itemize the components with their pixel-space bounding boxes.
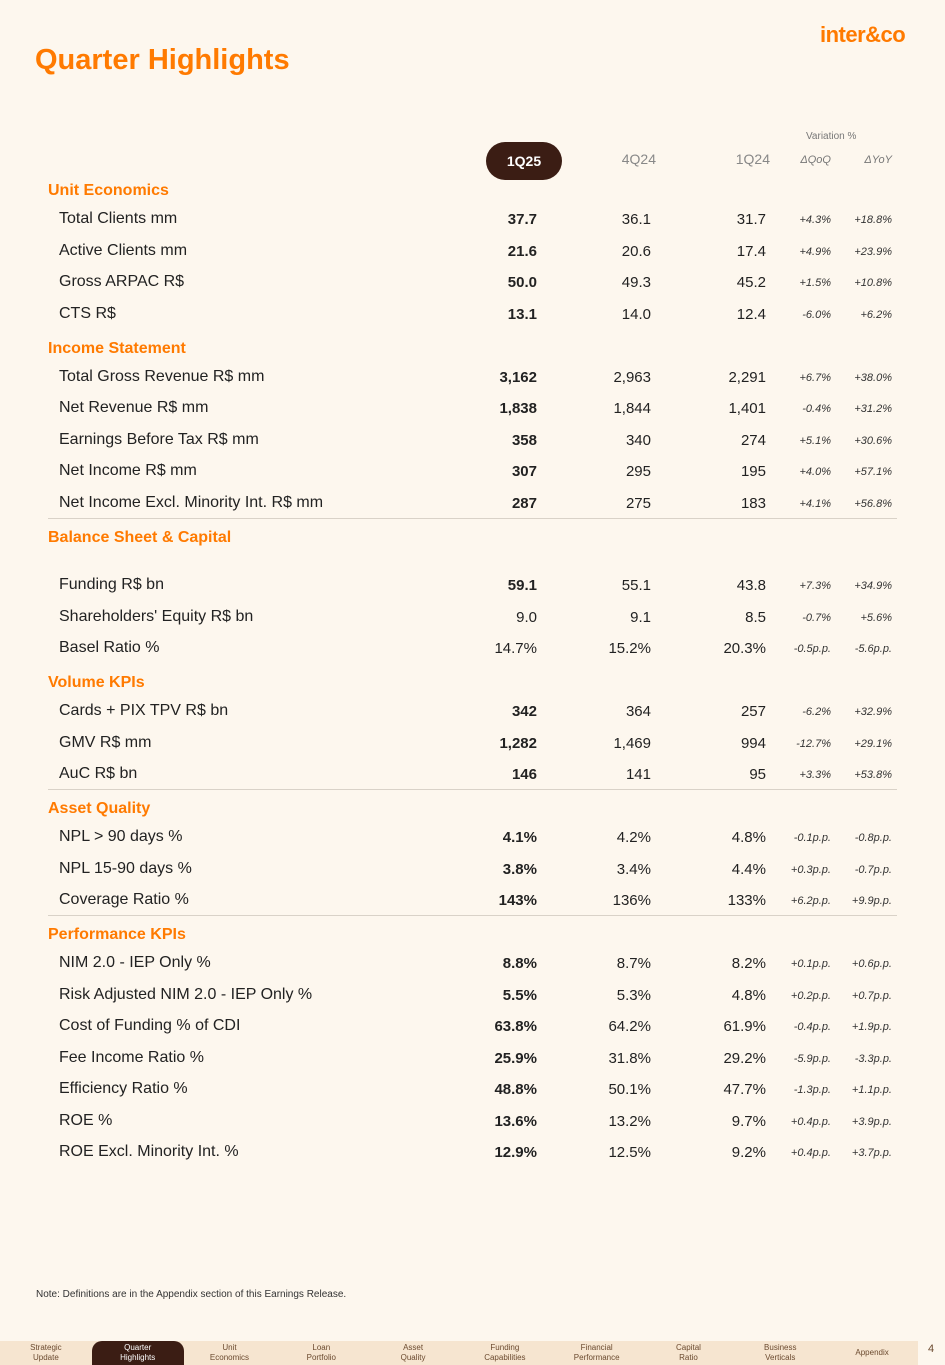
value-1q25: 307 [511, 463, 537, 480]
value-1q24: 4.8% [731, 829, 766, 846]
value-4q24: 4.2% [616, 829, 651, 846]
row-label: Coverage Ratio % [59, 891, 189, 908]
nav-tab-strategic-update[interactable]: Strategic Update [30, 1343, 62, 1362]
table-row [0, 765, 945, 787]
variation-yoy: +53.8% [854, 769, 892, 781]
section-volume-kpis: Volume KPIs [48, 674, 145, 691]
value-1q24: 20.3% [723, 640, 766, 657]
nav-tab-asset-quality[interactable]: Asset Quality [400, 1343, 426, 1362]
table-row [0, 1112, 945, 1134]
value-4q24: 49.3 [621, 274, 651, 291]
row-label: Total Clients mm [59, 210, 178, 227]
variation-yoy: +30.6% [854, 435, 892, 447]
table-row [0, 368, 945, 390]
variation-yoy: +3.9p.p. [851, 1116, 892, 1128]
table-row [0, 210, 945, 232]
table-row [0, 639, 945, 661]
variation-yoy: +57.1% [854, 466, 892, 478]
variation-qoq: +6.2p.p. [790, 895, 831, 907]
value-4q24: 295 [625, 463, 651, 480]
table-row [0, 954, 945, 976]
value-4q24: 9.1 [630, 609, 651, 626]
row-label: Gross ARPAC R$ [59, 273, 185, 290]
value-1q24: 9.2% [731, 1144, 766, 1161]
row-label: Funding R$ bn [59, 576, 164, 593]
value-1q24: 183 [740, 495, 766, 512]
value-4q24: 31.8% [608, 1050, 651, 1067]
variation-qoq: -0.7% [802, 612, 831, 624]
variation-yoy: +0.6p.p. [851, 958, 892, 970]
variation-qoq: +4.9% [799, 246, 831, 258]
row-label: ROE Excl. Minority Int. % [59, 1143, 239, 1160]
value-1q24: 274 [740, 432, 766, 449]
variation-yoy: +1.9p.p. [851, 1021, 892, 1033]
table-row [0, 273, 945, 295]
variation-yoy: +29.1% [854, 738, 892, 750]
row-label: CTS R$ [59, 305, 116, 322]
variation-qoq: +0.2p.p. [790, 990, 831, 1002]
value-4q24: 36.1 [621, 211, 651, 228]
divider [48, 789, 897, 790]
value-1q25: 143% [498, 892, 537, 909]
value-4q24: 1,469 [613, 735, 651, 752]
row-label: NPL > 90 days % [59, 828, 183, 845]
variation-yoy: -0.7p.p. [854, 864, 892, 876]
value-1q24: 95 [749, 766, 766, 783]
variation-label: Variation % [806, 131, 857, 142]
variation-qoq: -1.3p.p. [793, 1084, 831, 1096]
variation-qoq: +4.1% [799, 498, 831, 510]
row-label: Shareholders' Equity R$ bn [59, 608, 254, 625]
row-label: Net Income R$ mm [59, 462, 197, 479]
value-4q24: 2,963 [613, 369, 651, 386]
variation-qoq: -12.7% [796, 738, 831, 750]
nav-tab-financial-performance[interactable]: Financial Performance [573, 1343, 620, 1362]
table-row [0, 1017, 945, 1039]
value-4q24: 50.1% [608, 1081, 651, 1098]
variation-qoq: -0.4% [802, 403, 831, 415]
value-4q24: 340 [625, 432, 651, 449]
divider [48, 518, 897, 519]
table-row [0, 891, 945, 913]
value-4q24: 14.0 [621, 306, 651, 323]
value-1q25: 14.7% [494, 640, 537, 657]
value-1q25: 342 [511, 703, 537, 720]
value-4q24: 55.1 [621, 577, 651, 594]
value-1q25: 48.8% [494, 1081, 537, 1098]
table-row [0, 734, 945, 756]
value-1q25: 13.1 [507, 306, 537, 323]
variation-qoq: +0.4p.p. [790, 1147, 831, 1159]
value-1q25: 21.6 [507, 243, 537, 260]
table-row [0, 399, 945, 421]
row-label: Total Gross Revenue R$ mm [59, 368, 265, 385]
table-row [0, 462, 945, 484]
table-row [0, 828, 945, 850]
value-1q24: 29.2% [723, 1050, 766, 1067]
row-label: Efficiency Ratio % [59, 1080, 188, 1097]
row-label: Net Revenue R$ mm [59, 399, 209, 416]
value-1q25: 1,838 [499, 400, 537, 417]
variation-yoy: +3.7p.p. [851, 1147, 892, 1159]
variation-yoy: -0.8p.p. [854, 832, 892, 844]
value-1q25: 59.1 [507, 577, 537, 594]
table-row [0, 1143, 945, 1165]
page-title: Quarter Highlights [35, 44, 290, 76]
variation-qoq: +4.3% [799, 214, 831, 226]
value-1q24: 1,401 [728, 400, 766, 417]
variation-qoq: -0.5p.p. [793, 643, 831, 655]
value-4q24: 364 [625, 703, 651, 720]
variation-yoy: +23.9% [854, 246, 892, 258]
value-1q25: 13.6% [494, 1113, 537, 1130]
value-4q24: 12.5% [608, 1144, 651, 1161]
variation-yoy: +18.8% [854, 214, 892, 226]
value-1q24: 257 [740, 703, 766, 720]
value-1q24: 2,291 [728, 369, 766, 386]
value-1q24: 12.4 [736, 306, 766, 323]
row-label: AuC R$ bn [59, 765, 138, 782]
variation-qoq: +7.3% [799, 580, 831, 592]
value-1q25: 63.8% [494, 1018, 537, 1035]
row-label: Risk Adjusted NIM 2.0 - IEP Only % [59, 986, 313, 1003]
column-header-1q24: 1Q24 [735, 151, 770, 167]
variation-yoy: +10.8% [854, 277, 892, 289]
nav-tab-appendix[interactable]: Appendix [855, 1348, 889, 1357]
nav-tab-capital-ratio[interactable]: Capital Ratio [676, 1343, 701, 1362]
variation-yoy: +1.1p.p. [851, 1084, 892, 1096]
table-row [0, 242, 945, 264]
variation-qoq: +0.3p.p. [790, 864, 831, 876]
variation-qoq: -0.1p.p. [793, 832, 831, 844]
value-1q25: 146 [511, 766, 537, 783]
variation-yoy: -3.3p.p. [854, 1053, 892, 1065]
value-1q24: 45.2 [736, 274, 766, 291]
table-row [0, 608, 945, 630]
value-1q24: 17.4 [736, 243, 766, 260]
row-label: Fee Income Ratio % [59, 1049, 204, 1066]
variation-qoq: -5.9p.p. [793, 1053, 831, 1065]
value-1q24: 9.7% [731, 1113, 766, 1130]
row-label: ROE % [59, 1112, 113, 1129]
section-balance-sheet: Balance Sheet & Capital [48, 529, 232, 546]
value-1q24: 47.7% [723, 1081, 766, 1098]
table-row [0, 305, 945, 327]
variation-qoq: +6.7% [799, 372, 831, 384]
variation-yoy: +6.2% [860, 309, 892, 321]
nav-tab-business-verticals[interactable]: Business Verticals [764, 1343, 797, 1362]
value-1q25: 358 [511, 432, 537, 449]
row-label: Active Clients mm [59, 242, 188, 259]
column-header-4q24: 4Q24 [621, 151, 656, 167]
value-4q24: 13.2% [608, 1113, 651, 1130]
value-1q25: 3,162 [499, 369, 537, 386]
value-4q24: 8.7% [616, 955, 651, 972]
value-1q24: 195 [740, 463, 766, 480]
value-1q24: 61.9% [723, 1018, 766, 1035]
variation-yoy: +9.9p.p. [851, 895, 892, 907]
section-nav [0, 1341, 918, 1365]
row-label: GMV R$ mm [59, 734, 152, 751]
row-label: Basel Ratio % [59, 639, 160, 656]
value-1q24: 133% [727, 892, 766, 909]
column-header-1q25: 1Q25 [486, 142, 562, 180]
row-label: Net Income Excl. Minority Int. R$ mm [59, 494, 324, 511]
value-4q24: 64.2% [608, 1018, 651, 1035]
value-1q25: 4.1% [502, 829, 537, 846]
value-1q25: 25.9% [494, 1050, 537, 1067]
table-row [0, 986, 945, 1008]
value-1q24: 4.4% [731, 861, 766, 878]
value-1q24: 31.7 [736, 211, 766, 228]
row-label: Earnings Before Tax R$ mm [59, 431, 259, 448]
value-1q24: 8.5 [745, 609, 766, 626]
value-4q24: 141 [625, 766, 651, 783]
variation-yoy: +38.0% [854, 372, 892, 384]
variation-qoq: +0.1p.p. [790, 958, 831, 970]
value-1q24: 43.8 [736, 577, 766, 594]
row-label: NPL 15-90 days % [59, 860, 192, 877]
row-label: Cards + PIX TPV R$ bn [59, 702, 229, 719]
value-1q25: 37.7 [507, 211, 537, 228]
variation-yoy: +56.8% [854, 498, 892, 510]
value-1q25: 8.8% [502, 955, 537, 972]
footnote: Note: Definitions are in the Appendix section of this Earnings Release. [36, 1289, 347, 1300]
variation-qoq: -0.4p.p. [793, 1021, 831, 1033]
value-4q24: 1,844 [613, 400, 651, 417]
value-1q25: 12.9% [494, 1144, 537, 1161]
row-label: NIM 2.0 - IEP Only % [59, 954, 211, 971]
variation-yoy: +5.6% [860, 612, 892, 624]
value-1q24: 994 [740, 735, 766, 752]
table-row [0, 860, 945, 882]
value-4q24: 20.6 [621, 243, 651, 260]
section-asset-quality: Asset Quality [48, 800, 151, 817]
table-row [0, 431, 945, 453]
row-label: Cost of Funding % of CDI [59, 1017, 241, 1034]
nav-tab-loan-portfolio[interactable]: Loan Portfolio [306, 1343, 336, 1362]
page-number: 4 [928, 1343, 935, 1355]
nav-tab-funding-capabilities[interactable]: Funding Capabilities [484, 1343, 526, 1362]
value-1q24: 4.8% [731, 987, 766, 1004]
column-header-dqoq: ΔQoQ [800, 154, 831, 166]
divider [48, 915, 897, 916]
column-header-dyoy: ΔYoY [864, 154, 892, 166]
value-4q24: 136% [612, 892, 651, 909]
nav-tab-quarter-highlights[interactable]: Quarter Highlights [92, 1341, 184, 1365]
variation-qoq: -6.2% [802, 706, 831, 718]
table-row [0, 1049, 945, 1071]
value-4q24: 275 [625, 495, 651, 512]
table-row [0, 494, 945, 516]
nav-tab-unit-economics[interactable]: Unit Economics [209, 1343, 250, 1362]
value-1q25: 50.0 [507, 274, 537, 291]
variation-qoq: +4.0% [799, 466, 831, 478]
value-1q25: 287 [511, 495, 537, 512]
variation-yoy: -5.6p.p. [854, 643, 892, 655]
value-1q25: 9.0 [516, 609, 537, 626]
variation-yoy: +0.7p.p. [851, 990, 892, 1002]
table-row [0, 576, 945, 598]
value-1q25: 3.8% [502, 861, 537, 878]
section-unit-economics: Unit Economics [48, 182, 169, 199]
variation-yoy: +34.9% [854, 580, 892, 592]
section-performance-kpis: Performance KPIs [48, 926, 186, 943]
variation-yoy: +31.2% [854, 403, 892, 415]
value-4q24: 15.2% [608, 640, 651, 657]
table-row [0, 1080, 945, 1102]
value-1q24: 8.2% [731, 955, 766, 972]
variation-qoq: +5.1% [799, 435, 831, 447]
value-1q25: 5.5% [502, 987, 537, 1004]
variation-yoy: +32.9% [854, 706, 892, 718]
section-income-statement: Income Statement [48, 340, 186, 357]
value-4q24: 5.3% [616, 987, 651, 1004]
value-1q25: 1,282 [499, 735, 537, 752]
variation-qoq: +0.4p.p. [790, 1116, 831, 1128]
value-4q24: 3.4% [616, 861, 651, 878]
variation-qoq: +3.3% [799, 769, 831, 781]
variation-qoq: -6.0% [802, 309, 831, 321]
variation-qoq: +1.5% [799, 277, 831, 289]
brand-logo: inter&co [820, 22, 906, 47]
table-row [0, 702, 945, 724]
